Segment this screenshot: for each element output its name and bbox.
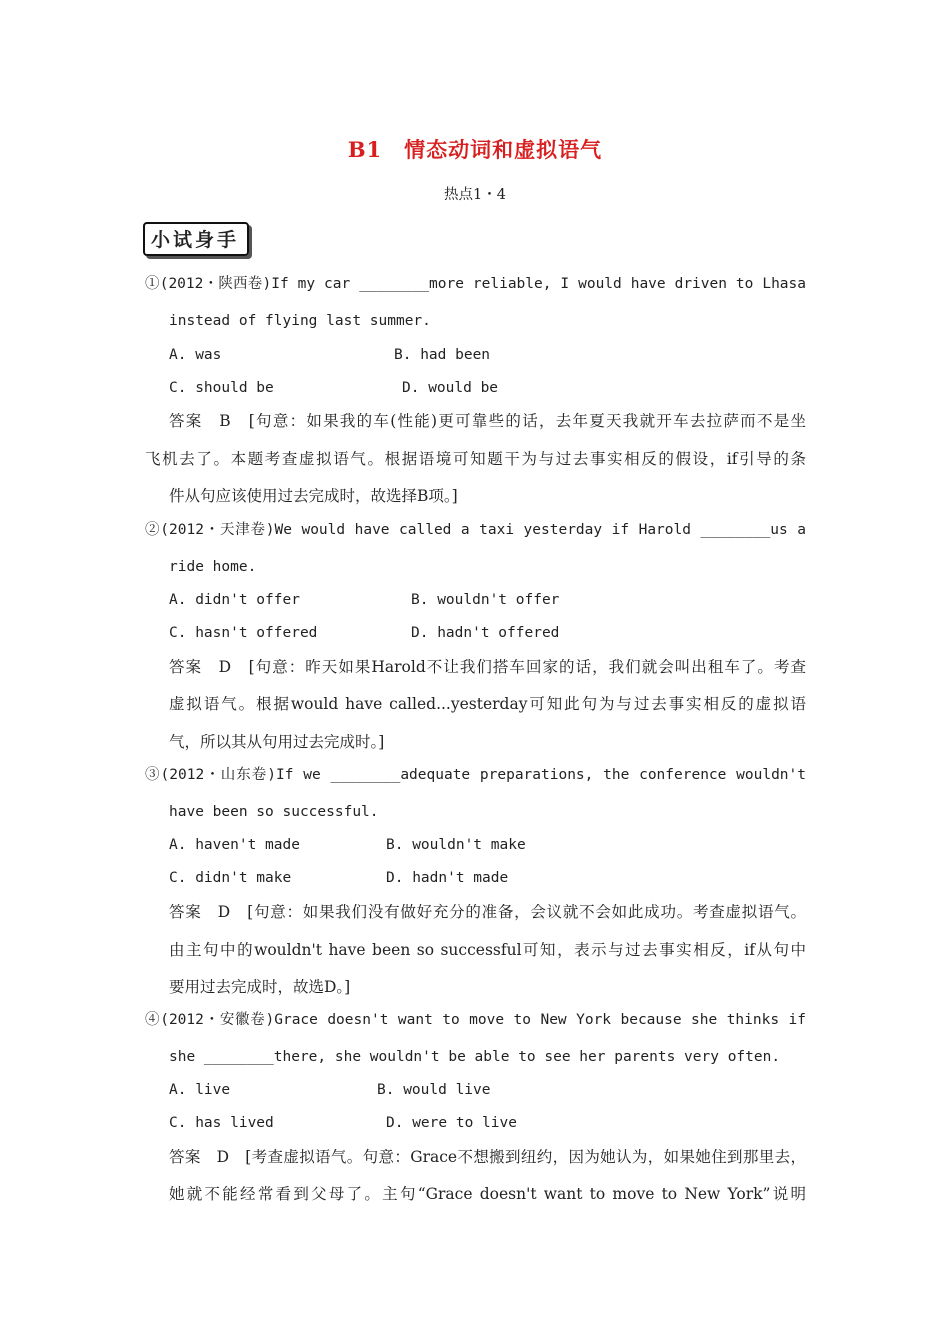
- option: C. should be: [169, 380, 274, 396]
- answer-line: 她就不能经常看到父母了。主句“Grace doesn't want to move to New York”说明: [169, 1185, 806, 1203]
- answer-line: 件从句应该使用过去完成时，故选择B项。]: [169, 487, 458, 505]
- option: B. would live: [377, 1082, 491, 1098]
- question-stem: ④(2012・安徽卷)Grace doesn't want to move to New York because she thinks if: [145, 1012, 806, 1028]
- option: D. were to live: [386, 1115, 517, 1131]
- question-stem: instead of flying last summer.: [169, 313, 431, 329]
- option: D. hadn't made: [386, 870, 509, 886]
- question-stem: ②(2012・天津卷)We would have called a taxi yesterday if Harold ________us a: [145, 522, 806, 538]
- option: D. would be: [402, 380, 499, 396]
- option: D. hadn't offered: [411, 625, 560, 641]
- option: C. has lived: [169, 1115, 274, 1131]
- option: B. wouldn't offer: [411, 592, 560, 608]
- answer-line: 由主句中的wouldn't have been so successful可知，表示与过去事实相反，if从句中: [169, 941, 806, 959]
- question-stem: have been so successful.: [169, 804, 379, 820]
- option: A. didn't offer: [169, 592, 300, 608]
- option: C. didn't make: [169, 870, 292, 886]
- answer-line: 答案 D [考查虚拟语气。句意：Grace不想搬到纽约，因为她认为，如果她住到那里去，: [169, 1148, 806, 1166]
- answer-line: 答案 D [句意：昨天如果Harold不让我们搭车回家的话，我们就会叫出租车了。考查: [169, 658, 806, 676]
- answer-line: 气，所以其从句用过去完成时。]: [169, 733, 385, 751]
- question-stem: ride home.: [169, 559, 257, 575]
- option: B. had been: [394, 347, 491, 363]
- page-subtitle: 热点1・4: [444, 187, 506, 203]
- answer-line: 飞机去了。本题考查虚拟语气。根据语境可知题干为与过去事实相反的假设，if引导的条: [145, 450, 806, 468]
- page-title: B1 情态动词和虚拟语气: [347, 137, 603, 162]
- answer-line: 要用过去完成时，故选D。]: [169, 978, 351, 996]
- answer-line: 答案 B [句意：如果我的车(性能)更可靠些的话，去年夏天我就开车去拉萨而不是坐: [169, 412, 806, 430]
- option: A. was: [169, 347, 222, 363]
- option: B. wouldn't make: [386, 837, 526, 853]
- option: C. hasn't offered: [169, 625, 318, 641]
- option: A. haven't made: [169, 837, 300, 853]
- answer-line: 答案 D [句意：如果我们没有做好充分的准备，会议就不会如此成功。考查虚拟语气。: [169, 903, 806, 921]
- option: A. live: [169, 1082, 231, 1098]
- question-stem: ③(2012・山东卷)If we ________adequate preparations, the conference wouldn't: [145, 767, 806, 783]
- question-stem: she ________there, she wouldn't be able to see her parents very often.: [169, 1049, 781, 1065]
- question-stem: ①(2012・陕西卷)If my car ________more reliable, I would have driven to Lhasa: [145, 276, 806, 292]
- answer-line: 虚拟语气。根据would have called...yesterday可知此句为与过去事实相反的虚拟语: [169, 695, 806, 713]
- section-label: 小试身手: [143, 222, 249, 256]
